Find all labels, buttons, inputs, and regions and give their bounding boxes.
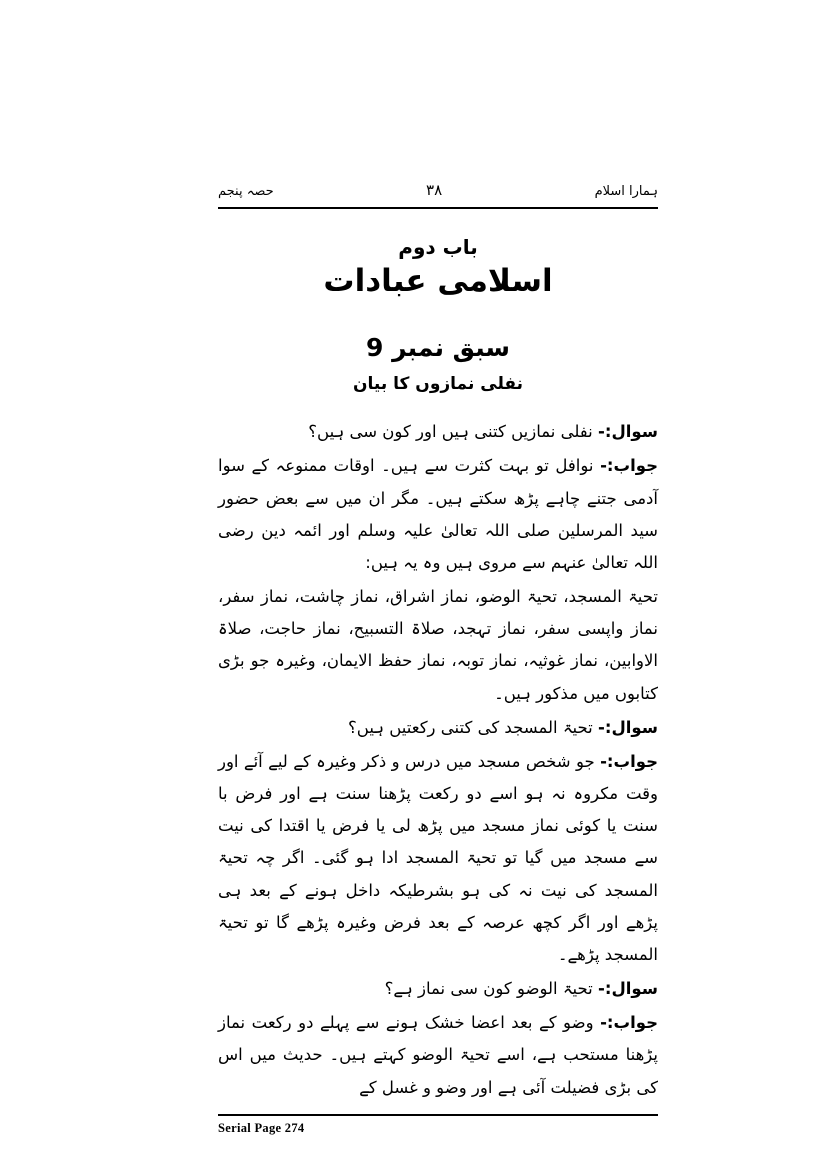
question-block xyxy=(218,973,658,1005)
page-header xyxy=(218,180,658,205)
answer-block xyxy=(218,450,658,579)
question-block xyxy=(218,416,658,448)
chapter-label: باب دوم xyxy=(398,235,478,260)
answer-label: جواب:- xyxy=(600,751,658,771)
answer-text: نوافل تو بہت کثرت سے ہیں۔ اوقات ممنوعہ کے سوا آدمی جتنے چاہے پڑھ سکتے ہیں۔ مگر ان میں سے بعض حضور سید المرسلین صلی اللہ تعالیٰ علیہ وسلم اور ائمہ دین رضی اللہ تعالیٰ عنہم سے مروی ہیں وہ یہ ہیں: xyxy=(218,456,658,572)
header-divider xyxy=(218,207,658,209)
question-label: سوال:- xyxy=(598,422,658,442)
header-book-title: ہمارا اسلام xyxy=(594,184,658,199)
answer-list-text: تحیۃ المسجد، تحیۃ الوضو، نماز اشراق، نماز چاشت، نماز سفر، نماز واپسی سفر، نماز تہجد، صلاۃ التسبیح، نماز حاجت، صلاۃ الاوابین، نماز غوثیہ، نماز توبہ، نماز حفظ الایمان، وغیرہ جو بڑی کتابوں میں مذکور ہیں۔ xyxy=(218,587,658,703)
answer-text: جو شخص مسجد میں درس و ذکر وغیرہ کے لیے آئے اور وقت مکروہ نہ ہو اسے دو رکعت پڑھنا سنت ہے اور فرض با سنت یا کوئی نماز مسجد میں پڑھ لی یا فرض یا اقتدا کی نیت سے مسجد میں گیا تو تحیۃ المسجد ادا ہو گئی۔ اگر چہ تحیۃ المسجد کی نیت نہ کی ہو بشرطیکہ داخل ہونے کے بعد ہی پڑھے اور اگر کچھ عرصہ کے بعد فرض وغیرہ پڑھے گا تو تحیۃ المسجد پڑھے۔ xyxy=(218,751,658,964)
footer-divider xyxy=(218,1114,658,1116)
lesson-subtitle: نفلی نمازوں کا بیان xyxy=(352,374,524,395)
answer-block xyxy=(218,746,658,971)
lesson-number: سبق نمبر 9 xyxy=(365,333,511,363)
chapter-title: اسلامی عبادات xyxy=(323,263,553,300)
answer-block xyxy=(218,1007,658,1104)
answer-list-block xyxy=(218,581,658,710)
header-part-label: حصہ پنجم xyxy=(218,184,274,199)
answer-label: جواب:- xyxy=(600,456,658,476)
question-label: سوال:- xyxy=(598,717,658,737)
answer-text: وضو کے بعد اعضا خشک ہونے سے پہلے دو رکعت نماز پڑھنا مستحب ہے، اسے تحیۃ الوضو کہتے ہیں۔ حدیث میں اس کی بڑی فضیلت آئی ہے اور وضو و غسل کے xyxy=(218,1013,658,1097)
header-page-number: ۳۸ xyxy=(426,181,443,199)
question-label: سوال:- xyxy=(598,979,658,999)
question-text: نفلی نمازیں کتنی ہیں اور کون سی ہیں؟ xyxy=(308,422,598,442)
page-content xyxy=(218,180,658,1136)
serial-page-label: Serial Page 274 xyxy=(218,1120,305,1135)
answer-label: جواب:- xyxy=(600,1013,658,1033)
question-text: تحیۃ المسجد کی کتنی رکعتیں ہیں؟ xyxy=(348,717,598,737)
question-block xyxy=(218,712,658,744)
question-text: تحیۃ الوضو کون سی نماز ہے؟ xyxy=(384,979,598,999)
